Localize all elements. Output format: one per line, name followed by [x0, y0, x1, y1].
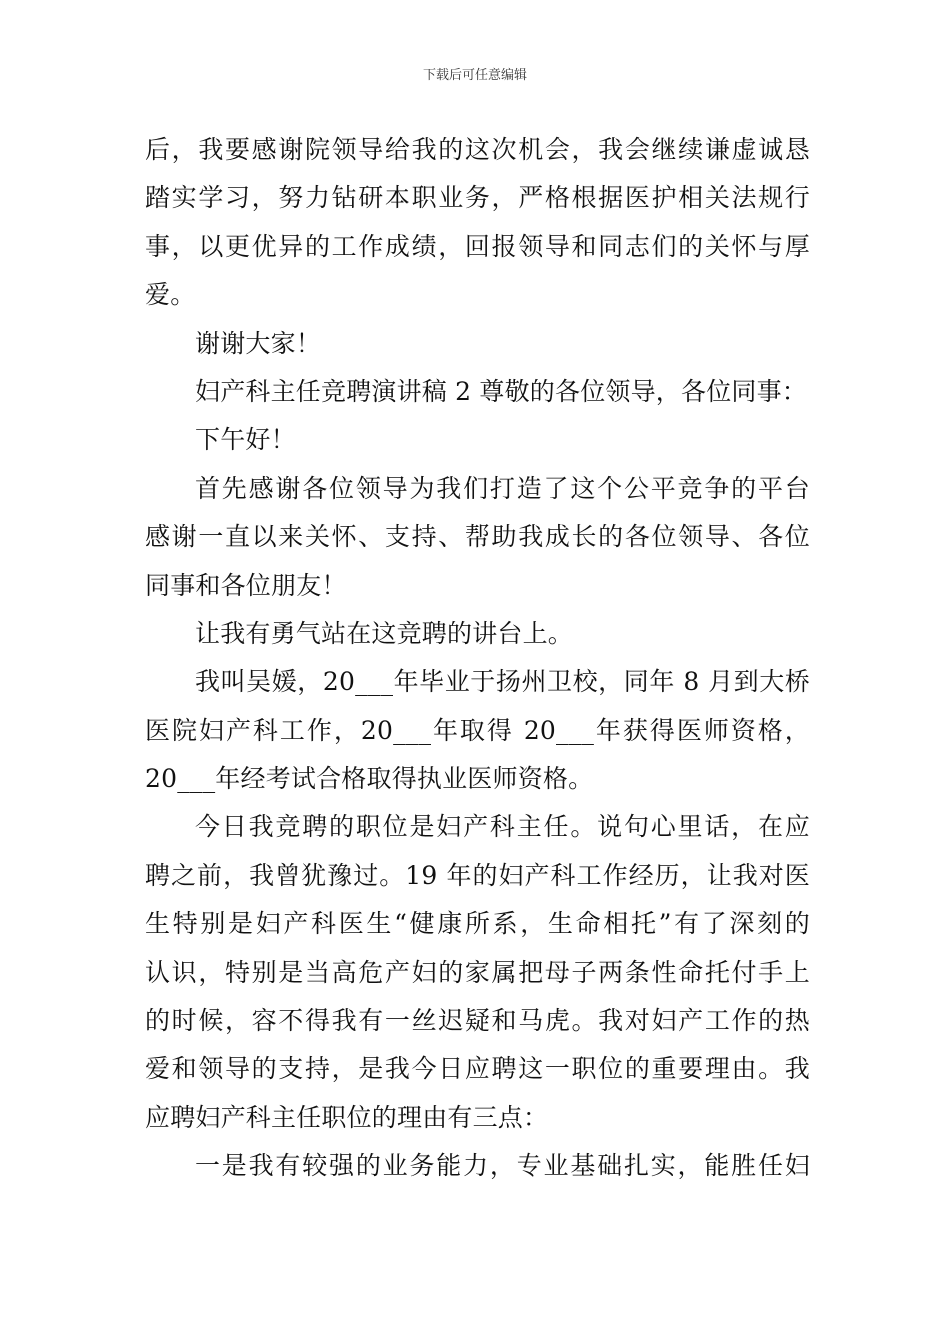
text-line: 一是我有较强的业务能力，专业基础扎实，能胜任妇: [195, 1151, 810, 1181]
text-line: 事，以更优异的工作成绩，回报领导和同志们的关怀与厚: [145, 231, 810, 261]
text-line: 的时候，容不得我有一丝迟疑和马虎。我对妇产工作的热: [145, 1006, 810, 1036]
text-line: 后，我要感谢院领导给我的这次机会，我会继续谦虚诚恳: [145, 135, 810, 164]
text-line: 下午好！: [195, 425, 296, 455]
text-line: 爱和领导的支持，是我今日应聘这一职位的重要理由。我: [145, 1054, 810, 1084]
text-line: 认识，特别是当高危产妇的家属把母子两条性命托付手上: [145, 957, 810, 987]
text-line: 感谢一直以来关怀、支持、帮助我成长的各位领导、各位: [145, 522, 810, 552]
page-header: 下载后可任意编辑: [422, 68, 527, 83]
text-line: 同事和各位朋友！: [145, 570, 347, 600]
text-line: 聘之前，我曾犹豫过。19 年的妇产科工作经历，让我对医: [145, 860, 810, 890]
text-line: 妇产科主任竞聘演讲稿 2 尊敬的各位领导，各位同事：: [195, 376, 808, 406]
text-line: 应聘妇产科主任职位的理由有三点：: [145, 1102, 549, 1132]
text-line: 20___年经考试合格取得执业医师资格。: [145, 764, 594, 794]
text-line: 首先感谢各位领导为我们打造了这个公平竞争的平台: [195, 473, 810, 503]
text-line: 医院妇产科工作，20___年取得 20___年获得医师资格，: [145, 715, 810, 745]
text-line: 爱。: [145, 280, 196, 310]
text-line: 让我有勇气站在这竞聘的讲台上。: [195, 618, 574, 648]
text-line: 生特别是妇产科医生“健康所系，生命相托”有了深刻的: [145, 909, 810, 939]
body-text: [145, 130, 810, 1195]
text-line: 踏实学习，努力钻研本职业务，严格根据医护相关法规行: [145, 183, 810, 213]
text-line: 今日我竞聘的职位是妇产科主任。说句心里话，在应: [195, 812, 810, 842]
text-line: 我叫吴媛，20___年毕业于扬州卫校，同年 8 月到大桥: [195, 667, 810, 697]
text-line: 谢谢大家！: [195, 328, 322, 358]
